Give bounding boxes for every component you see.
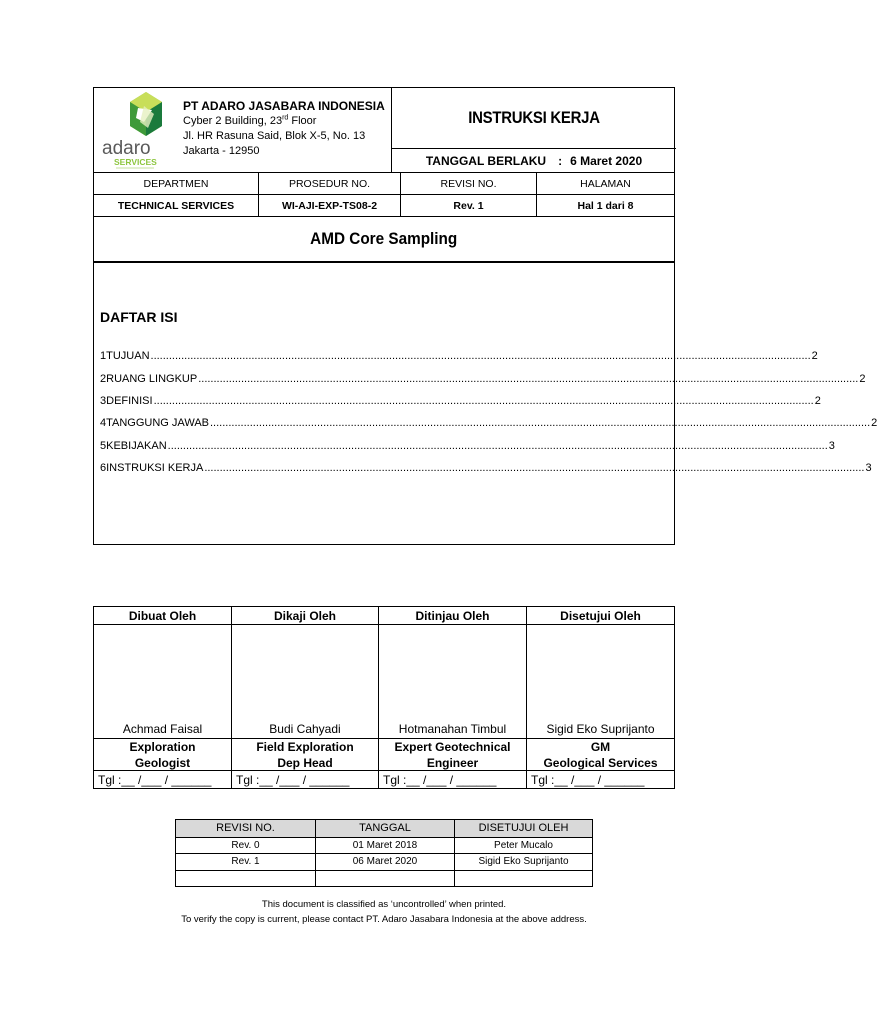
svg-text:SERVICES: SERVICES [114,157,157,167]
doc-type-title: INSTRUKSI KERJA [468,108,600,127]
document-title-box [93,217,675,262]
signature-space [379,625,526,720]
signature-space [232,625,378,720]
signer-role: GM Geological Services [527,738,674,771]
toc-item[interactable]: 3 DEFINISI ........................................................................................................................................................................................................................ 2 [100,394,821,407]
address-line-1: Cyber 2 Building, 23rd Floor [183,114,317,127]
address-line-2: Jl. HR Rasuna Said, Blok X-5, No. 13 [183,130,366,142]
signer-name: Achmad Faisal [122,722,203,736]
table-row [176,870,592,887]
toc-list [100,345,877,479]
meta-value-row [94,194,674,216]
revision-table [175,819,593,887]
signature-space [527,625,674,720]
signer-role: Expert Geotechnical Engineer [379,738,526,771]
toc-item[interactable]: 4 TANGGUNG JAWAB ........................................................................................................................................................................................................................ 2 [100,417,877,430]
signer-name: Hotmanahan Timbul [398,722,507,736]
toc-item[interactable]: 1 TUJUAN ........................................................................................................................................................................................................................ 2 [100,350,818,363]
toc-leader: ........................................................................................................................................................................................................................ [198,372,859,385]
signature-column-prepared: Dibuat Oleh Achmad Faisal Exploration Geologist Tgl :__ /___ / ______ [94,607,231,788]
table-row: Rev. 0 01 Maret 2018 Peter Mucalo [176,837,592,854]
effective-date-row: TANGGAL BERLAKU : 6 Maret 2020 [392,148,676,172]
toc-leader: ........................................................................................................................................................................................................................ [167,439,828,452]
toc-leader: ........................................................................................................................................................................................................................ [210,417,871,430]
signer-name: Sigid Eko Suprijanto [546,722,655,736]
toc-leader: ........................................................................................................................................................................................................................ [204,462,865,475]
procedure-number: WI-AJI-EXP-TS08-2 [258,195,400,216]
page-value: Hal 1 dari 8 [536,195,674,216]
signature-date: Tgl :__ /___ / ______ [383,772,497,787]
signer-name: Budi Cahyadi [269,722,341,736]
footer-note-line-1: This document is classified as ‘uncontrolled’ when printed. [261,899,507,910]
table-of-contents-box [93,262,877,545]
toc-heading: DAFTAR ISI [100,309,178,325]
revision-value: Rev. 1 [400,195,536,216]
revision-header-row: REVISI NO. TANGGAL DISETUJUI OLEH [176,820,592,837]
signature-space [94,625,231,720]
toc-leader: ........................................................................................................................................................................................................................ [150,350,811,363]
meta-header-row: DEPARTMEN PROSEDUR NO. REVISI NO. HALAMAN [94,172,674,194]
address-line-3: Jakarta - 12950 [183,145,260,157]
signature-column-checked: Ditinjau Oleh Hotmanahan Timbul Expert Geotechnical Engineer Tgl :__ /___ / ______ [378,607,526,788]
company-logo [94,88,172,172]
svg-text:adaro: adaro [102,138,151,159]
department-value: TECHNICAL SERVICES [117,199,235,212]
signature-date: Tgl :__ /___ / ______ [236,772,350,787]
table-row: Rev. 1 06 Maret 2020 Sigid Eko Suprijanto [176,853,592,870]
signature-table [93,606,675,789]
adaro-logo-icon [94,88,172,172]
footer-note-line-2: To verify the copy is current, please contact PT. Adaro Jasabara Indonesia at the above address. [181,914,587,925]
signature-column-reviewed: Dikaji Oleh Budi Cahyadi Field Exploration Dep Head Tgl :__ /___ / ______ [231,607,378,788]
effective-date: 6 Maret 2020 [570,153,643,168]
company-name: PT ADARO JASABARA INDONESIA [183,99,385,113]
signature-date: Tgl :__ /___ / ______ [531,772,645,787]
signer-role: Exploration Geologist [94,738,231,771]
document-header [93,87,675,217]
toc-item[interactable]: 6 INSTRUKSI KERJA ........................................................................................................................................................................................................................ 3 [100,462,872,475]
toc-item[interactable]: 5 KEBIJAKAN ........................................................................................................................................................................................................................ 3 [100,439,835,452]
toc-leader: ........................................................................................................................................................................................................................ [153,394,814,407]
document-title: AMD Core Sampling [310,229,458,248]
signature-column-approved: Disetujui Oleh Sigid Eko Suprijanto GM Geological Services Tgl :__ /___ / ______ [526,607,674,788]
signer-role: Field Exploration Dep Head [232,738,378,771]
toc-item[interactable]: 2 RUANG LINGKUP ........................................................................................................................................................................................................................ 2 [100,372,866,385]
signature-date: Tgl :__ /___ / ______ [98,772,212,787]
doc-type-block [391,88,675,172]
